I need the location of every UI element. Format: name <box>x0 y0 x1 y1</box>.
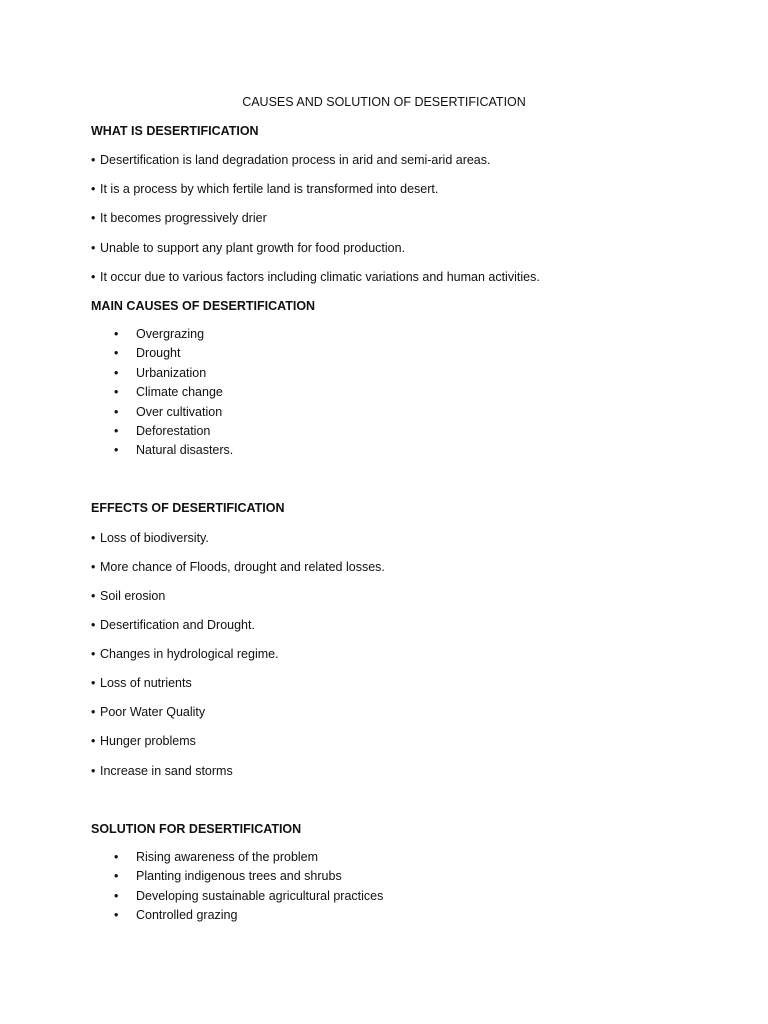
paragraph-text: It is a process by which fertile land is transformed into desert. <box>100 182 439 196</box>
bullet-icon: • <box>114 404 119 419</box>
bullet-icon: • <box>114 850 119 864</box>
paragraph-item <box>91 242 405 255</box>
list-item <box>91 867 383 886</box>
paragraph-item <box>91 212 267 225</box>
list-item-text: Overgrazing <box>136 327 205 341</box>
list-item <box>91 887 383 906</box>
paragraph-item <box>91 532 209 545</box>
paragraph-item <box>91 735 196 748</box>
list-item-text: Deforestation <box>136 423 211 438</box>
list-item <box>91 364 233 383</box>
bullet-icon: • <box>91 734 96 748</box>
section-heading-effects: EFFECTS OF DESERTIFICATION <box>91 501 285 515</box>
bullet-icon: • <box>91 618 96 632</box>
bullet-icon: • <box>114 385 119 400</box>
list-item-text: Rising awareness of the problem <box>136 850 319 864</box>
paragraph-text: Desertification is land degradation process in arid and semi-arid areas. <box>100 153 491 167</box>
list-item-text: Planting indigenous trees and shrubs <box>136 869 342 884</box>
list-item <box>91 344 233 363</box>
bullet-icon: • <box>114 327 119 341</box>
paragraph-item <box>91 677 192 690</box>
section-heading-solution: SOLUTION FOR DESERTIFICATION <box>91 822 302 836</box>
paragraph-text: Soil erosion <box>100 589 166 603</box>
document-title: CAUSES AND SOLUTION OF DESERTIFICATION <box>242 95 526 109</box>
paragraph-text: It becomes progressively drier <box>100 211 267 225</box>
bullet-icon: • <box>114 443 119 458</box>
list-item-text: Over cultivation <box>136 404 223 419</box>
bullet-icon: • <box>114 908 119 923</box>
bullet-icon: • <box>91 705 96 719</box>
paragraph-text: Increase in sand storms <box>100 764 233 778</box>
list-item-text: Climate change <box>136 385 223 400</box>
bullet-icon: • <box>91 270 96 284</box>
bullet-icon: • <box>91 647 96 661</box>
paragraph-text: More chance of Floods, drought and related losses. <box>100 560 385 574</box>
bullet-icon: • <box>91 211 96 225</box>
list-item-text: Natural disasters. <box>136 443 234 458</box>
bullet-icon: • <box>91 560 96 574</box>
bullet-icon: • <box>91 764 96 778</box>
paragraph-item <box>91 619 255 632</box>
list-item <box>91 383 233 402</box>
section-heading-what: WHAT IS DESERTIFICATION <box>91 124 259 138</box>
bullet-icon: • <box>91 589 96 603</box>
causes-list <box>91 325 233 461</box>
list-item <box>91 325 233 344</box>
paragraph-item <box>91 561 385 574</box>
bullet-icon: • <box>114 888 119 903</box>
bullet-icon: • <box>114 346 119 361</box>
list-item-text: Drought <box>136 346 181 361</box>
paragraph-text: Unable to support any plant growth for food production. <box>100 241 406 255</box>
bullet-icon: • <box>114 365 119 380</box>
paragraph-text: Poor Water Quality <box>100 705 206 719</box>
section-heading-causes: MAIN CAUSES OF DESERTIFICATION <box>91 299 316 313</box>
paragraph-text: Loss of nutrients <box>100 676 192 690</box>
list-item-text: Controlled grazing <box>136 908 238 923</box>
bullet-icon: • <box>91 241 96 255</box>
paragraph-item <box>91 765 233 778</box>
bullet-icon: • <box>114 869 119 884</box>
bullet-icon: • <box>91 531 96 545</box>
paragraph-item <box>91 154 490 167</box>
paragraph-item <box>91 271 540 284</box>
bullet-icon: • <box>114 423 119 438</box>
list-item-text: Urbanization <box>136 365 207 380</box>
paragraph-item <box>91 590 165 603</box>
list-item <box>91 848 383 867</box>
list-item <box>91 441 233 460</box>
bullet-icon: • <box>91 153 96 167</box>
bullet-icon: • <box>91 182 96 196</box>
paragraph-text: Changes in hydrological regime. <box>100 647 279 661</box>
paragraph-text: Loss of biodiversity. <box>100 531 209 545</box>
solution-list <box>91 848 383 926</box>
paragraph-item <box>91 183 438 196</box>
list-item <box>91 403 233 422</box>
paragraph-item <box>91 706 205 719</box>
list-item <box>91 422 233 441</box>
bullet-icon: • <box>91 676 96 690</box>
paragraph-item <box>91 648 279 661</box>
list-item <box>91 906 383 925</box>
list-item-text: Developing sustainable agricultural practices <box>136 888 384 903</box>
paragraph-text: It occur due to various factors including climatic variations and human activities. <box>100 270 540 284</box>
paragraph-text: Hunger problems <box>100 734 196 748</box>
paragraph-text: Desertification and Drought. <box>100 618 255 632</box>
